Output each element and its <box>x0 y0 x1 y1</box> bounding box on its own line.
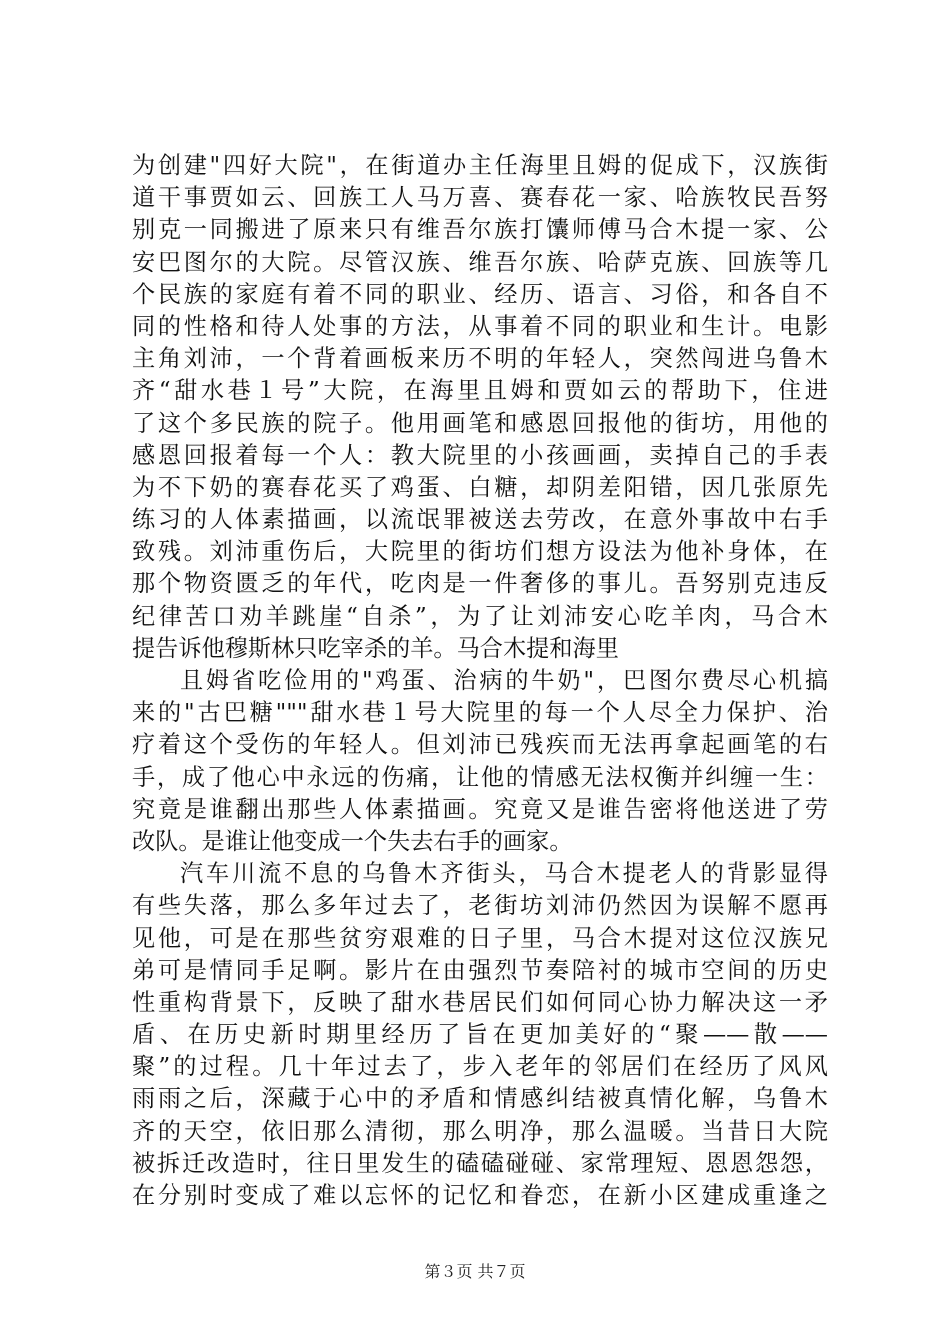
text-line: 汽车川流不息的乌鲁木齐街头，马合木提老人的背影显得 <box>180 860 828 888</box>
text-line: 道干事贾如云、回族工人马万喜、赛春花一家、哈族牧民吾努 <box>132 184 828 212</box>
text-line: 改队。是谁让他变成一个失去右手的画家。 <box>132 827 573 855</box>
body-text <box>132 150 828 1212</box>
text-line: 为不下奶的赛春花买了鸡蛋、白糖，却阴差阳错，因几张原先 <box>132 473 828 501</box>
text-line: 弟可是情同手足啊。影片在由强烈节奏陪衬的城市空间的历史 <box>132 956 828 984</box>
text-line: 见他，可是在那些贫穷艰难的日子里，马合木提对这位汉族兄 <box>132 924 828 952</box>
text-line: 练习的人体素描画，以流氓罪被送去劳改，在意外事故中右手 <box>132 506 828 534</box>
text-line: 疗着这个受伤的年轻人。但刘沛已残疾而无法再拿起画笔的右 <box>132 731 828 759</box>
text-line: 来的"古巴糖"""甜水巷１号大院里的每一个人尽全力保护、治 <box>132 699 828 727</box>
text-line: 且姆省吃俭用的"鸡蛋、治病的牛奶"，巴图尔费尽心机搞 <box>180 667 828 694</box>
text-line: 齐的天空，依旧那么清彻，那么明净，那么温暖。当昔日大院 <box>132 1117 828 1145</box>
text-line: 个民族的家庭有着不同的职业、经历、语言、习俗，和各自不 <box>132 280 828 308</box>
text-line: 别克一同搬进了原来只有维吾尔族打馕师傅马合木提一家、公 <box>132 216 828 244</box>
text-line: 在分别时变成了难以忘怀的记忆和眷恋，在新小区建成重逢之 <box>132 1182 828 1209</box>
text-line: 为创建"四好大院"，在街道办主任海里且姆的促成下，汉族街 <box>132 152 828 179</box>
text-line: 手，成了他心中永远的伤痛，让他的情感无法权衡并纠缠一生： <box>132 763 828 791</box>
text-line: 纪律苦口劝羊跳崖“自杀”，为了让刘沛安心吃羊肉，马合木 <box>132 602 828 630</box>
text-line: 聚”的过程。几十年过去了，步入老年的邻居们在经历了风风 <box>132 1053 828 1081</box>
text-line: 主角刘沛，一个背着画板来历不明的年轻人，突然闯进乌鲁木 <box>132 345 828 373</box>
text-line: 雨雨之后，深藏于心中的矛盾和情感纠结被真情化解，乌鲁木 <box>132 1085 828 1113</box>
text-line: 致残。刘沛重伤后，大院里的街坊们想方设法为他补身体，在 <box>132 538 828 566</box>
text-line: 感恩回报着每一个人：教大院里的小孩画画，卖掉自己的手表 <box>132 441 828 469</box>
text-line: 被拆迁改造时，往日里发生的磕磕碰碰、家常理短、恩恩怨怨， <box>132 1149 828 1177</box>
text-line: 那个物资匮乏的年代，吃肉是一件奢侈的事儿。吾努别克违反 <box>132 570 828 598</box>
text-line: 齐“甜水巷１号”大院，在海里且姆和贾如云的帮助下，住进 <box>132 377 828 405</box>
text-line: 盾、在历史新时期里经历了旨在更加美好的“聚——散—— <box>132 1021 828 1049</box>
page-number-footer: 第３页 共７页 <box>424 1262 526 1281</box>
text-line: 性重构背景下，反映了甜水巷居民们如何同心协力解决这一矛 <box>132 988 828 1016</box>
text-line: 究竟是谁翻出那些人体素描画。究竟又是谁告密将他送进了劳 <box>132 795 828 823</box>
text-line: 同的性格和待人处事的方法，从事着不同的职业和生计。电影 <box>132 312 828 340</box>
text-line: 安巴图尔的大院。尽管汉族、维吾尔族、哈萨克族、回族等几 <box>132 248 828 276</box>
text-line: 了这个多民族的院子。他用画笔和感恩回报他的街坊，用他的 <box>132 409 828 437</box>
text-line: 提告诉他穆斯林只吃宰杀的羊。马合木提和海里 <box>132 634 619 662</box>
text-line: 有些失落，那么多年过去了，老街坊刘沛仍然因为误解不愿再 <box>132 892 828 920</box>
